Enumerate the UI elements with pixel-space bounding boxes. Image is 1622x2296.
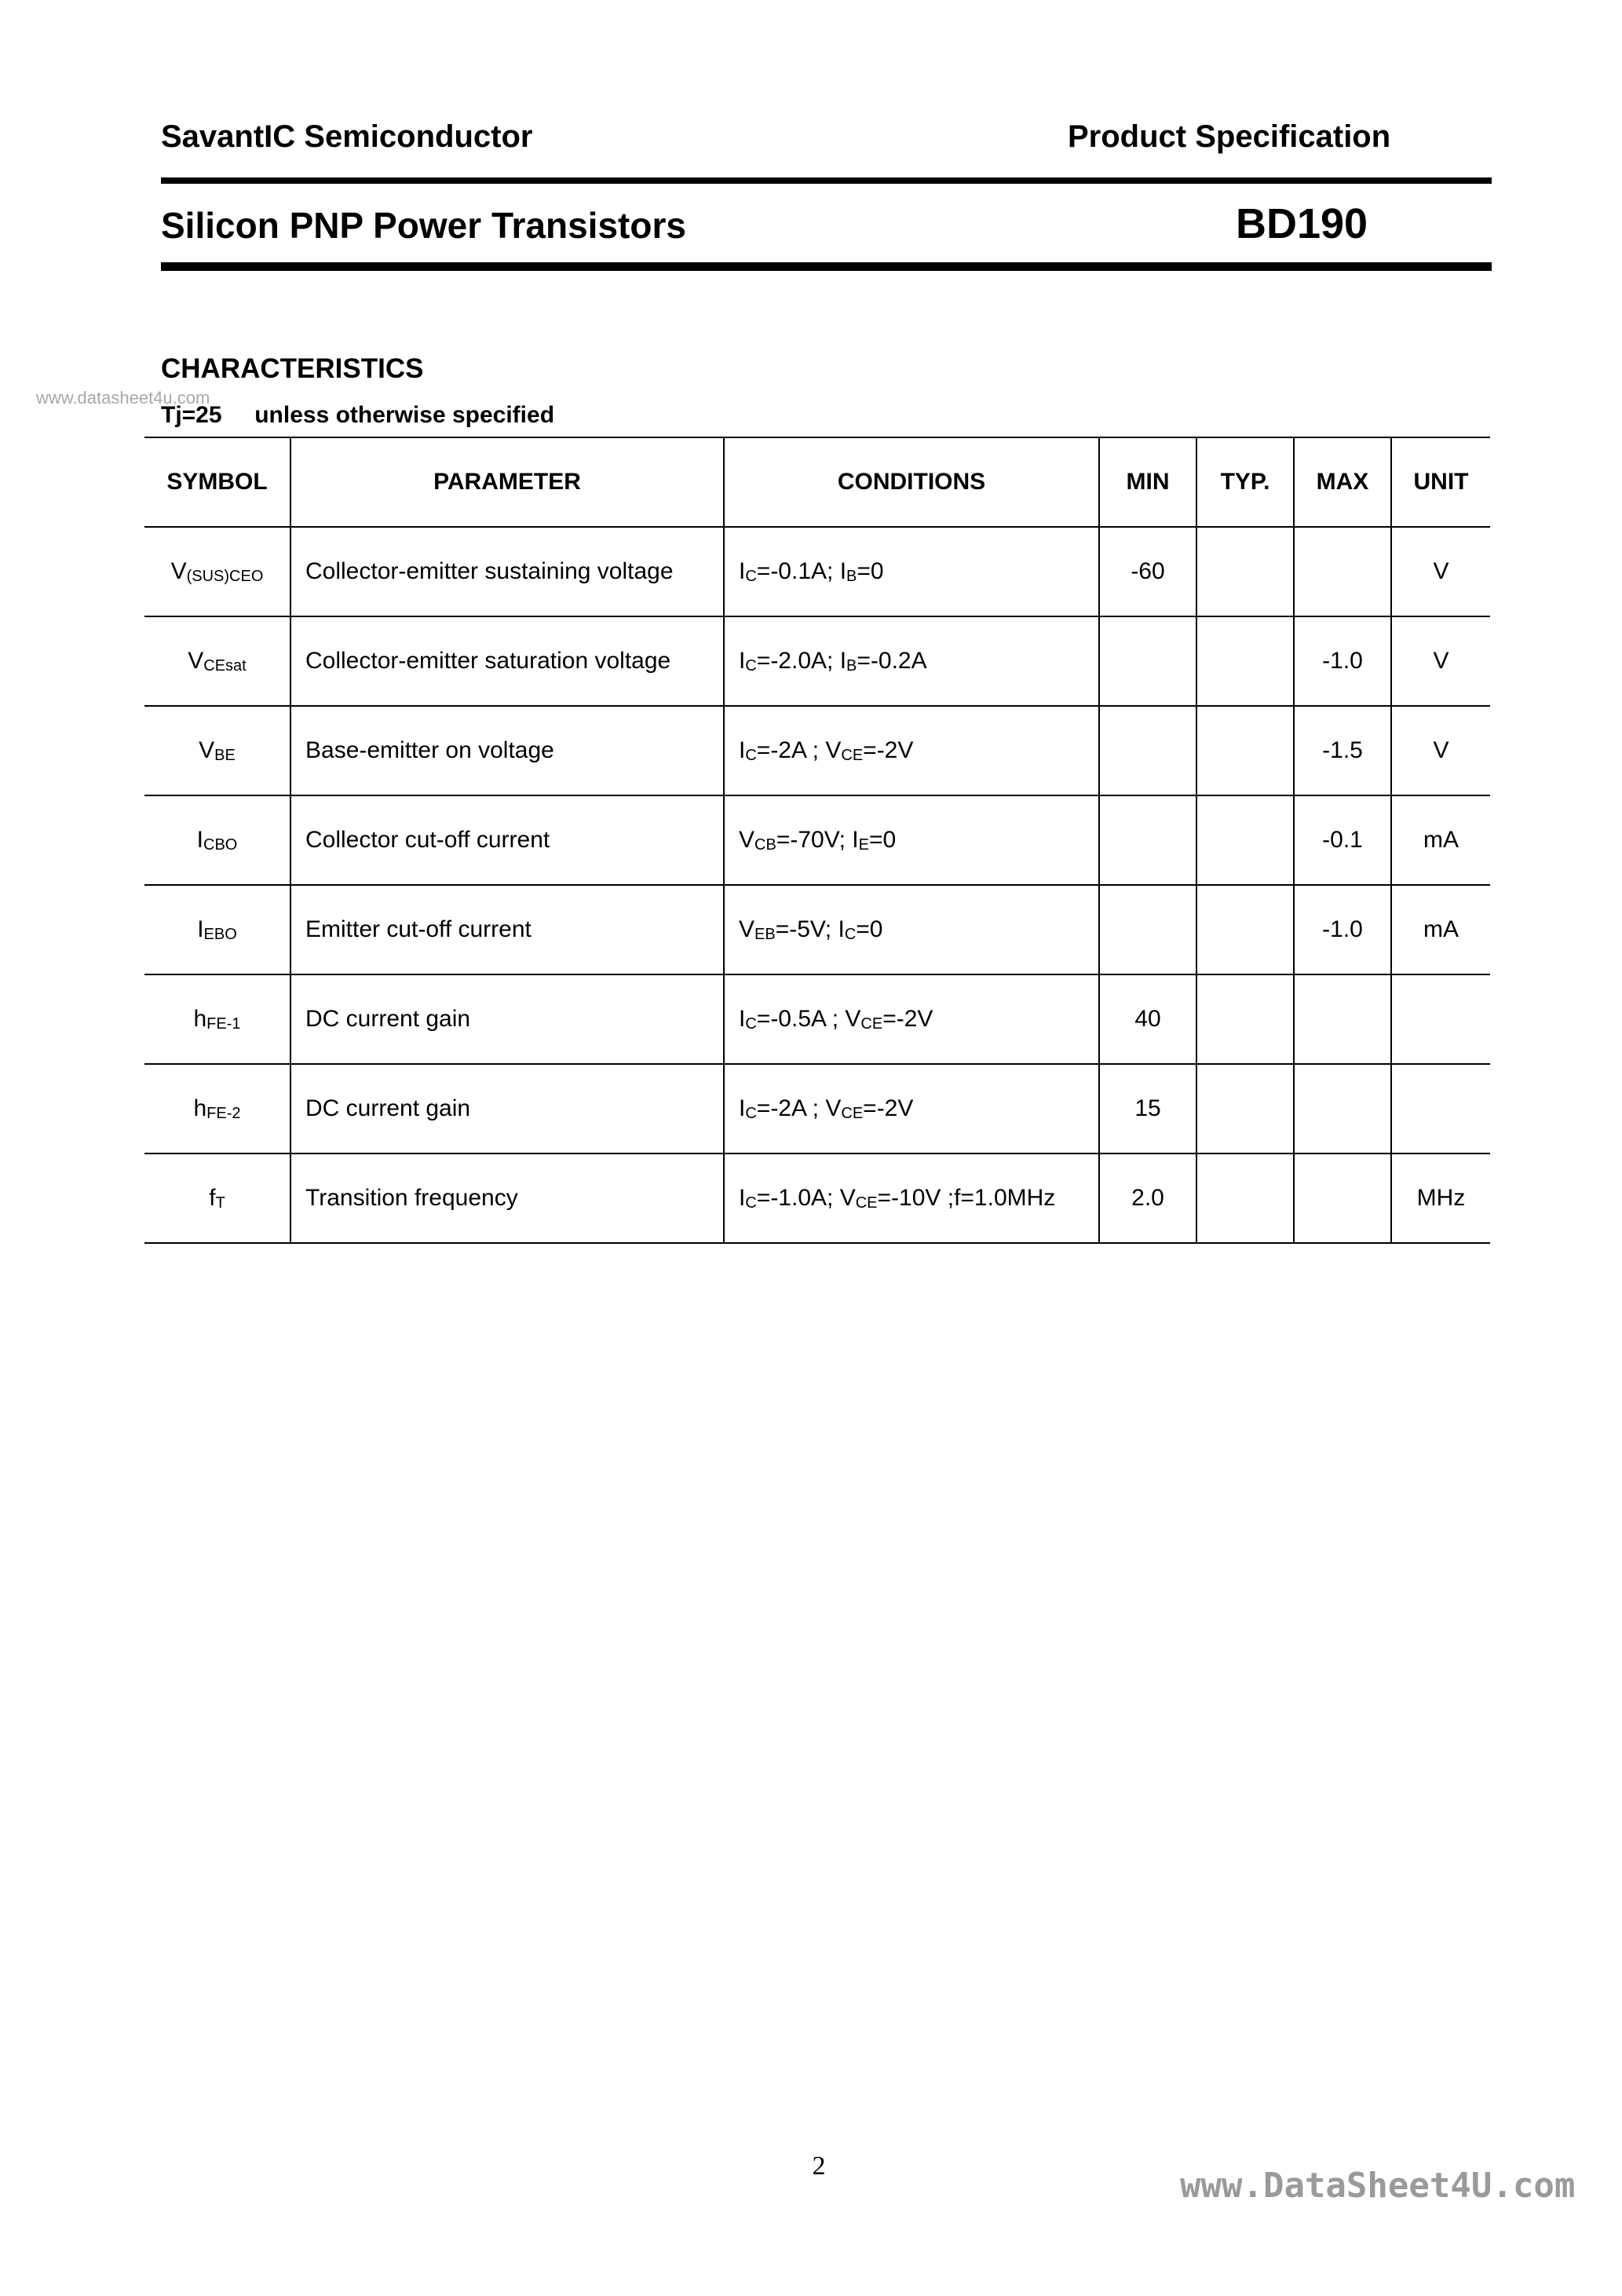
table-row bbox=[144, 706, 1490, 795]
cell-min bbox=[1099, 616, 1196, 706]
condition-rest: =-0.1A; bbox=[756, 558, 840, 584]
condition-base: I bbox=[739, 1184, 746, 1211]
cell-conditions bbox=[724, 795, 1099, 885]
cell-max: -1.0 bbox=[1294, 885, 1391, 974]
cell-max: -1.0 bbox=[1294, 616, 1391, 706]
condition-rest: =-1.0A; bbox=[756, 1184, 840, 1211]
condition-base: V bbox=[825, 737, 842, 763]
condition-sub: CE bbox=[841, 746, 864, 764]
part-number: BD190 bbox=[1236, 200, 1368, 247]
cell-conditions bbox=[724, 527, 1099, 616]
condition-sub: EB bbox=[754, 925, 776, 943]
cell-min bbox=[1099, 706, 1196, 795]
condition-rest: =-10V ;f=1.0MHz bbox=[877, 1184, 1056, 1211]
cell-conditions bbox=[724, 1153, 1099, 1243]
condition-base: I bbox=[838, 916, 845, 942]
table-row bbox=[144, 885, 1490, 974]
condition-sub: E bbox=[858, 835, 869, 854]
cell-unit: mA bbox=[1391, 795, 1490, 885]
cell-symbol bbox=[144, 974, 290, 1064]
cell-conditions bbox=[724, 706, 1099, 795]
condition-sub: C bbox=[844, 925, 857, 943]
cell-min bbox=[1099, 885, 1196, 974]
cell-min: -60 bbox=[1099, 527, 1196, 616]
condition-sub: CE bbox=[860, 1015, 883, 1033]
cell-unit: MHz bbox=[1391, 1153, 1490, 1243]
symbol-base: I bbox=[197, 916, 204, 942]
cell-max bbox=[1294, 1064, 1391, 1153]
cell-typ bbox=[1196, 974, 1294, 1064]
cell-symbol bbox=[144, 1153, 290, 1243]
cell-min: 15 bbox=[1099, 1064, 1196, 1153]
cell-max: -0.1 bbox=[1294, 795, 1391, 885]
condition-rest: =-0.5A ; bbox=[756, 1005, 846, 1032]
condition-sub: C bbox=[745, 567, 757, 585]
condition-base: I bbox=[739, 1095, 746, 1121]
product-family-title: Silicon PNP Power Transistors bbox=[161, 205, 686, 246]
table-header-row bbox=[144, 437, 1490, 527]
cell-typ bbox=[1196, 706, 1294, 795]
condition-sub: B bbox=[846, 656, 857, 675]
condition-base: I bbox=[739, 558, 746, 584]
symbol-base: V bbox=[188, 647, 204, 674]
cell-conditions bbox=[724, 974, 1099, 1064]
condition-base: V bbox=[739, 826, 755, 853]
symbol-base: V bbox=[199, 737, 215, 763]
symbol-subscript: FE-1 bbox=[206, 1015, 241, 1033]
symbol-base: f bbox=[209, 1184, 216, 1211]
symbol-base: V bbox=[170, 558, 187, 584]
condition-rest: =0 bbox=[868, 826, 897, 853]
cell-parameter: Transition frequency bbox=[290, 1153, 724, 1243]
table-row bbox=[144, 795, 1490, 885]
table-body bbox=[144, 527, 1490, 1243]
condition-rest: =0 bbox=[857, 558, 884, 584]
condition-rest: =0 bbox=[856, 916, 883, 942]
cell-min bbox=[1099, 795, 1196, 885]
condition-base: I bbox=[852, 826, 859, 853]
cell-max bbox=[1294, 974, 1391, 1064]
symbol-subscript: BE bbox=[214, 746, 236, 764]
page-number: 2 bbox=[812, 2152, 826, 2181]
condition-sub: C bbox=[745, 1104, 757, 1122]
condition-sub: CE bbox=[855, 1194, 878, 1212]
condition-sub: CE bbox=[841, 1104, 864, 1122]
cell-max bbox=[1294, 527, 1391, 616]
condition-note: Tj=25 unless otherwise specified bbox=[161, 402, 555, 428]
condition-rest: =-5V; bbox=[775, 916, 838, 942]
condition-rest: =-2V bbox=[863, 737, 914, 763]
cell-typ bbox=[1196, 1153, 1294, 1243]
company-name: SavantIC Semiconductor bbox=[161, 119, 533, 154]
symbol-subscript: T bbox=[215, 1194, 225, 1212]
symbol-subscript: EBO bbox=[203, 925, 237, 943]
condition-base: V bbox=[825, 1095, 842, 1121]
cell-symbol bbox=[144, 795, 290, 885]
condition-rest: =-2V bbox=[882, 1005, 933, 1032]
cell-parameter: Collector-emitter sustaining voltage bbox=[290, 527, 724, 616]
table-row bbox=[144, 1064, 1490, 1153]
header-top-rule bbox=[161, 177, 1492, 184]
symbol-base: h bbox=[193, 1005, 207, 1032]
cell-parameter: DC current gain bbox=[290, 974, 724, 1064]
cell-unit: V bbox=[1391, 527, 1490, 616]
cell-unit bbox=[1391, 1064, 1490, 1153]
table-row bbox=[144, 527, 1490, 616]
table-row bbox=[144, 616, 1490, 706]
condition-base: V bbox=[839, 1184, 856, 1211]
condition-base: V bbox=[845, 1005, 861, 1032]
cell-parameter: Base-emitter on voltage bbox=[290, 706, 724, 795]
cell-unit: V bbox=[1391, 616, 1490, 706]
cell-unit bbox=[1391, 974, 1490, 1064]
header-min: MIN bbox=[1099, 437, 1196, 527]
cell-conditions bbox=[724, 1064, 1099, 1153]
symbol-base: I bbox=[196, 826, 203, 853]
cell-symbol bbox=[144, 706, 290, 795]
cell-typ bbox=[1196, 885, 1294, 974]
header-unit: UNIT bbox=[1391, 437, 1490, 527]
cell-typ bbox=[1196, 1064, 1294, 1153]
condition-base: I bbox=[739, 647, 746, 674]
characteristics-table bbox=[144, 437, 1490, 1244]
condition-rest: =-70V; bbox=[776, 826, 853, 853]
symbol-subscript: CEsat bbox=[203, 656, 247, 675]
watermark-top: www.datasheet4u.com bbox=[36, 388, 210, 408]
watermark-bottom: www.DataSheet4U.com bbox=[1180, 2166, 1576, 2206]
condition-base: V bbox=[739, 916, 755, 942]
cell-parameter: Collector-emitter saturation voltage bbox=[290, 616, 724, 706]
cell-conditions bbox=[724, 885, 1099, 974]
header-conditions: CONDITIONS bbox=[724, 437, 1099, 527]
condition-sub: C bbox=[745, 656, 757, 675]
cell-max bbox=[1294, 1153, 1391, 1243]
cell-typ bbox=[1196, 795, 1294, 885]
symbol-subscript: CBO bbox=[203, 835, 238, 854]
cell-symbol bbox=[144, 527, 290, 616]
condition-base: I bbox=[739, 737, 746, 763]
header-bottom-rule bbox=[161, 262, 1492, 271]
cell-parameter: Emitter cut-off current bbox=[290, 885, 724, 974]
cell-unit: V bbox=[1391, 706, 1490, 795]
cell-min: 2.0 bbox=[1099, 1153, 1196, 1243]
header-typ: TYP. bbox=[1196, 437, 1294, 527]
condition-rest: =-2.0A; bbox=[756, 647, 840, 674]
condition-rest: =-2V bbox=[863, 1095, 914, 1121]
cell-symbol bbox=[144, 1064, 290, 1153]
cell-parameter: Collector cut-off current bbox=[290, 795, 724, 885]
condition-sub: B bbox=[846, 567, 857, 585]
cell-unit: mA bbox=[1391, 885, 1490, 974]
header-parameter: PARAMETER bbox=[290, 437, 724, 527]
section-title: CHARACTERISTICS bbox=[161, 353, 424, 384]
cell-max: -1.5 bbox=[1294, 706, 1391, 795]
cell-conditions bbox=[724, 616, 1099, 706]
header-max: MAX bbox=[1294, 437, 1391, 527]
cell-typ bbox=[1196, 527, 1294, 616]
cell-symbol bbox=[144, 616, 290, 706]
condition-sub: C bbox=[745, 1194, 757, 1212]
symbol-subscript: (SUS)CEO bbox=[186, 567, 264, 585]
condition-sub: C bbox=[745, 746, 757, 764]
table-row bbox=[144, 1153, 1490, 1243]
header-symbol: SYMBOL bbox=[144, 437, 290, 527]
symbol-base: h bbox=[193, 1095, 207, 1121]
condition-base: I bbox=[839, 647, 847, 674]
condition-rest: =-2A ; bbox=[756, 737, 826, 763]
symbol-subscript: FE-2 bbox=[206, 1104, 241, 1122]
cell-typ bbox=[1196, 616, 1294, 706]
cell-symbol bbox=[144, 885, 290, 974]
cell-parameter: DC current gain bbox=[290, 1064, 724, 1153]
condition-rest: =-0.2A bbox=[857, 647, 927, 674]
condition-base: I bbox=[839, 558, 847, 584]
condition-sub: C bbox=[745, 1015, 757, 1033]
document-type: Product Specification bbox=[1068, 119, 1391, 154]
table-row bbox=[144, 974, 1490, 1064]
condition-base: I bbox=[739, 1005, 746, 1032]
condition-rest: =-2A ; bbox=[756, 1095, 826, 1121]
condition-sub: CB bbox=[754, 835, 776, 854]
cell-min: 40 bbox=[1099, 974, 1196, 1064]
